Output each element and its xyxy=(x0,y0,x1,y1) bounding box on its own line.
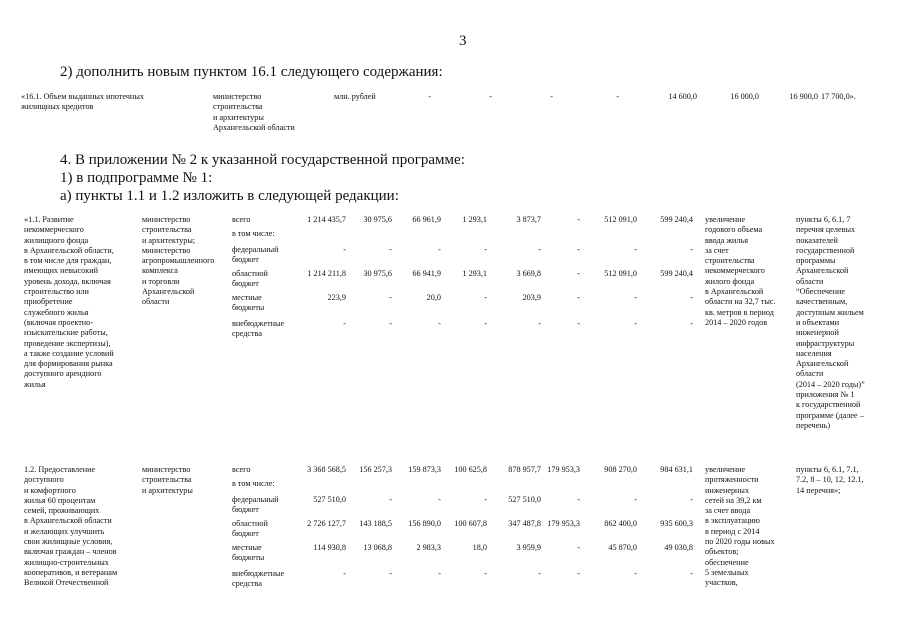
amount-cell: 156 257,3 xyxy=(359,465,392,474)
amount-cell: 66 941,9 xyxy=(412,269,441,278)
amount-cell: 223,9 xyxy=(327,293,346,302)
amount-cell: 179 953,3 xyxy=(547,465,580,474)
amount-cell: 527 510,0 xyxy=(313,495,346,504)
source-label: внебюджетные средства xyxy=(232,569,285,589)
amount-cell: 984 631,1 xyxy=(660,465,693,474)
page-number: 3 xyxy=(459,33,467,49)
item-16-1-value: 14 600,0 xyxy=(668,92,697,101)
amount-cell: 347 487,8 xyxy=(508,519,541,528)
amount-cell: 100 625,8 xyxy=(454,465,487,474)
source-label: всего xyxy=(232,465,251,474)
amount-cell: - xyxy=(634,245,637,254)
amount-cell: - xyxy=(690,293,693,302)
item-16-1-value: - xyxy=(489,92,492,101)
amount-cell: - xyxy=(577,245,580,254)
amount-cell: 935 600,3 xyxy=(660,519,693,528)
amount-cell: - xyxy=(389,293,392,302)
amount-cell: - xyxy=(343,569,346,578)
amount-cell: - xyxy=(577,215,580,224)
item-16-1-value: - xyxy=(550,92,553,101)
amount-cell: 1 293,1 xyxy=(462,215,487,224)
item-16-1-value: - xyxy=(428,92,431,101)
item-16-1-value: 16 000,0 xyxy=(730,92,759,101)
amount-cell: - xyxy=(690,569,693,578)
amount-cell: 100 607,8 xyxy=(454,519,487,528)
item-16-1-value: 16 900,0 xyxy=(789,92,818,101)
amount-cell: 3 959,9 xyxy=(516,543,541,552)
amount-cell: - xyxy=(484,495,487,504)
source-label: местные бюджеты xyxy=(232,543,265,563)
amount-cell: - xyxy=(634,293,637,302)
amount-cell: 66 961,9 xyxy=(412,215,441,224)
amendment-line-2: 2) дополнить новым пунктом 16.1 следующего содержания: xyxy=(60,64,443,80)
amount-cell: 13 068,8 xyxy=(363,543,392,552)
amount-cell: - xyxy=(484,319,487,328)
amount-cell: 862 400,0 xyxy=(604,519,637,528)
amount-cell: - xyxy=(577,569,580,578)
amount-cell: 1 293,1 xyxy=(462,269,487,278)
amount-cell: - xyxy=(577,543,580,552)
item-16-1-value: - xyxy=(616,92,619,101)
amount-cell: - xyxy=(389,319,392,328)
row-1-1-relation: пункты 6, 6.1, 7 перечня целевых показателей государственной программы Архангельской области “Обеспечение качественным, доступным жильем и объектами инженерной инфраструктуры населения Архангельской области (2014 – 2020 годы)” приложения № 1 к государственной программе (далее – перечень) xyxy=(796,215,865,430)
source-label: в том числе: xyxy=(232,479,275,488)
amount-cell: - xyxy=(438,245,441,254)
amount-cell: 878 957,7 xyxy=(508,465,541,474)
amount-cell: 3 669,8 xyxy=(516,269,541,278)
amount-cell: - xyxy=(438,495,441,504)
amount-cell: 30 975,6 xyxy=(363,215,392,224)
amount-cell: - xyxy=(577,319,580,328)
amount-cell: - xyxy=(538,319,541,328)
source-label: местные бюджеты xyxy=(232,293,265,313)
amount-cell: - xyxy=(389,245,392,254)
amount-cell: - xyxy=(484,569,487,578)
row-1-2-executor: министерство строительства и архитектуры xyxy=(142,465,193,495)
amount-cell: - xyxy=(634,495,637,504)
amount-cell: 203,9 xyxy=(522,293,541,302)
amount-cell: 179 953,3 xyxy=(547,519,580,528)
amount-cell: - xyxy=(438,569,441,578)
source-label: в том числе: xyxy=(232,229,275,238)
amount-cell: - xyxy=(484,245,487,254)
amount-cell: - xyxy=(690,319,693,328)
source-label: областной бюджет xyxy=(232,519,268,539)
source-label: всего xyxy=(232,215,251,224)
amount-cell: - xyxy=(538,569,541,578)
amount-cell: - xyxy=(484,293,487,302)
amount-cell: 3 873,7 xyxy=(516,215,541,224)
heading-appendix-2: 4. В приложении № 2 к указанной государственной программе: xyxy=(60,152,465,168)
row-1-2-relation: пункты 6, 6.1, 7.1, 7.2, 8 – 10, 12, 12.1, 14 перечня»; xyxy=(796,465,864,495)
source-label: областной бюджет xyxy=(232,269,268,289)
amount-cell: 20,0 xyxy=(426,293,441,302)
amount-cell: - xyxy=(690,495,693,504)
row-1-1-result: увеличение годового объема ввода жилья за счет строительства некоммерческого жилого фонда в Архангельской области на 32,7 тыс. кв. метров в период 2014 – 2020 годов xyxy=(705,215,776,327)
amount-cell: 143 188,5 xyxy=(359,519,392,528)
item-16-1-unit: млн. рублей xyxy=(334,92,376,101)
amount-cell: 527 510,0 xyxy=(508,495,541,504)
item-16-1-executor: министерство строительства и архитектуры Архангельской области xyxy=(213,92,295,132)
amount-cell: - xyxy=(389,495,392,504)
amount-cell: 156 890,0 xyxy=(408,519,441,528)
amount-cell: - xyxy=(577,495,580,504)
amount-cell: 599 240,4 xyxy=(660,269,693,278)
amount-cell: - xyxy=(438,319,441,328)
source-label: внебюджетные средства xyxy=(232,319,285,339)
row-1-2-result: увеличение протяженности инженерных сетей на 39,2 км за счет ввода в эксплуатацию в период с 2014 по 2020 годы новых объектов; обеспечение 5 земельных участков, xyxy=(705,465,775,588)
heading-subprogram-1: 1) в подпрограмме № 1: xyxy=(60,170,213,186)
amount-cell: 512 091,0 xyxy=(604,215,637,224)
amount-cell: 1 214 435,7 xyxy=(307,215,346,224)
item-16-1-name: «16.1. Объем выданных ипотечных жилищных кредитов xyxy=(21,92,144,112)
amount-cell: 908 270,0 xyxy=(604,465,637,474)
amount-cell: - xyxy=(343,319,346,328)
amount-cell: - xyxy=(577,293,580,302)
amount-cell: 2 983,3 xyxy=(416,543,441,552)
amount-cell: - xyxy=(538,245,541,254)
amount-cell: 45 870,0 xyxy=(608,543,637,552)
amount-cell: - xyxy=(343,245,346,254)
item-16-1-value: 17 700,0». xyxy=(821,92,856,101)
amount-cell: 18,0 xyxy=(472,543,487,552)
amount-cell: 599 240,4 xyxy=(660,215,693,224)
amount-cell: 114 930,8 xyxy=(313,543,346,552)
amount-cell: 159 873,3 xyxy=(408,465,441,474)
amount-cell: 2 726 127,7 xyxy=(307,519,346,528)
row-1-1-name: «1.1. Развитие некоммерческого жилищного фонда в Архангельской области, в том числе для граждан, имеющих невысокий уровень дохода, включая строительство или приобретение служебного жилья (включая проектно- изыскательские работы, проведение экспертизы), а также создание условий для формирования рынка доступного арендного жилья xyxy=(24,215,114,389)
row-1-1-executor: министерство строительства и архитектуры; министерство агропромышленного комплекса и торговли Архангельской области xyxy=(142,215,215,307)
amount-cell: - xyxy=(634,319,637,328)
heading-points: а) пункты 1.1 и 1.2 изложить в следующей редакции: xyxy=(60,188,399,204)
row-1-2-name: 1.2. Предоставление доступного и комфортного жилья 60 процентам семей, проживающих в Архангельской области и желающих улучшить свои жилищные условия, включая граждан – членов жилищно-строительных кооперативов, и ветеранам Великой Отечественной xyxy=(24,465,118,588)
amount-cell: 512 091,0 xyxy=(604,269,637,278)
amount-cell: - xyxy=(690,245,693,254)
amount-cell: 49 030,8 xyxy=(664,543,693,552)
amount-cell: 30 975,6 xyxy=(363,269,392,278)
source-label: федеральный бюджет xyxy=(232,245,279,265)
amount-cell: 3 368 568,5 xyxy=(307,465,346,474)
amount-cell: 1 214 211,8 xyxy=(307,269,346,278)
amount-cell: - xyxy=(634,569,637,578)
source-label: федеральный бюджет xyxy=(232,495,279,515)
amount-cell: - xyxy=(577,269,580,278)
amount-cell: - xyxy=(389,569,392,578)
